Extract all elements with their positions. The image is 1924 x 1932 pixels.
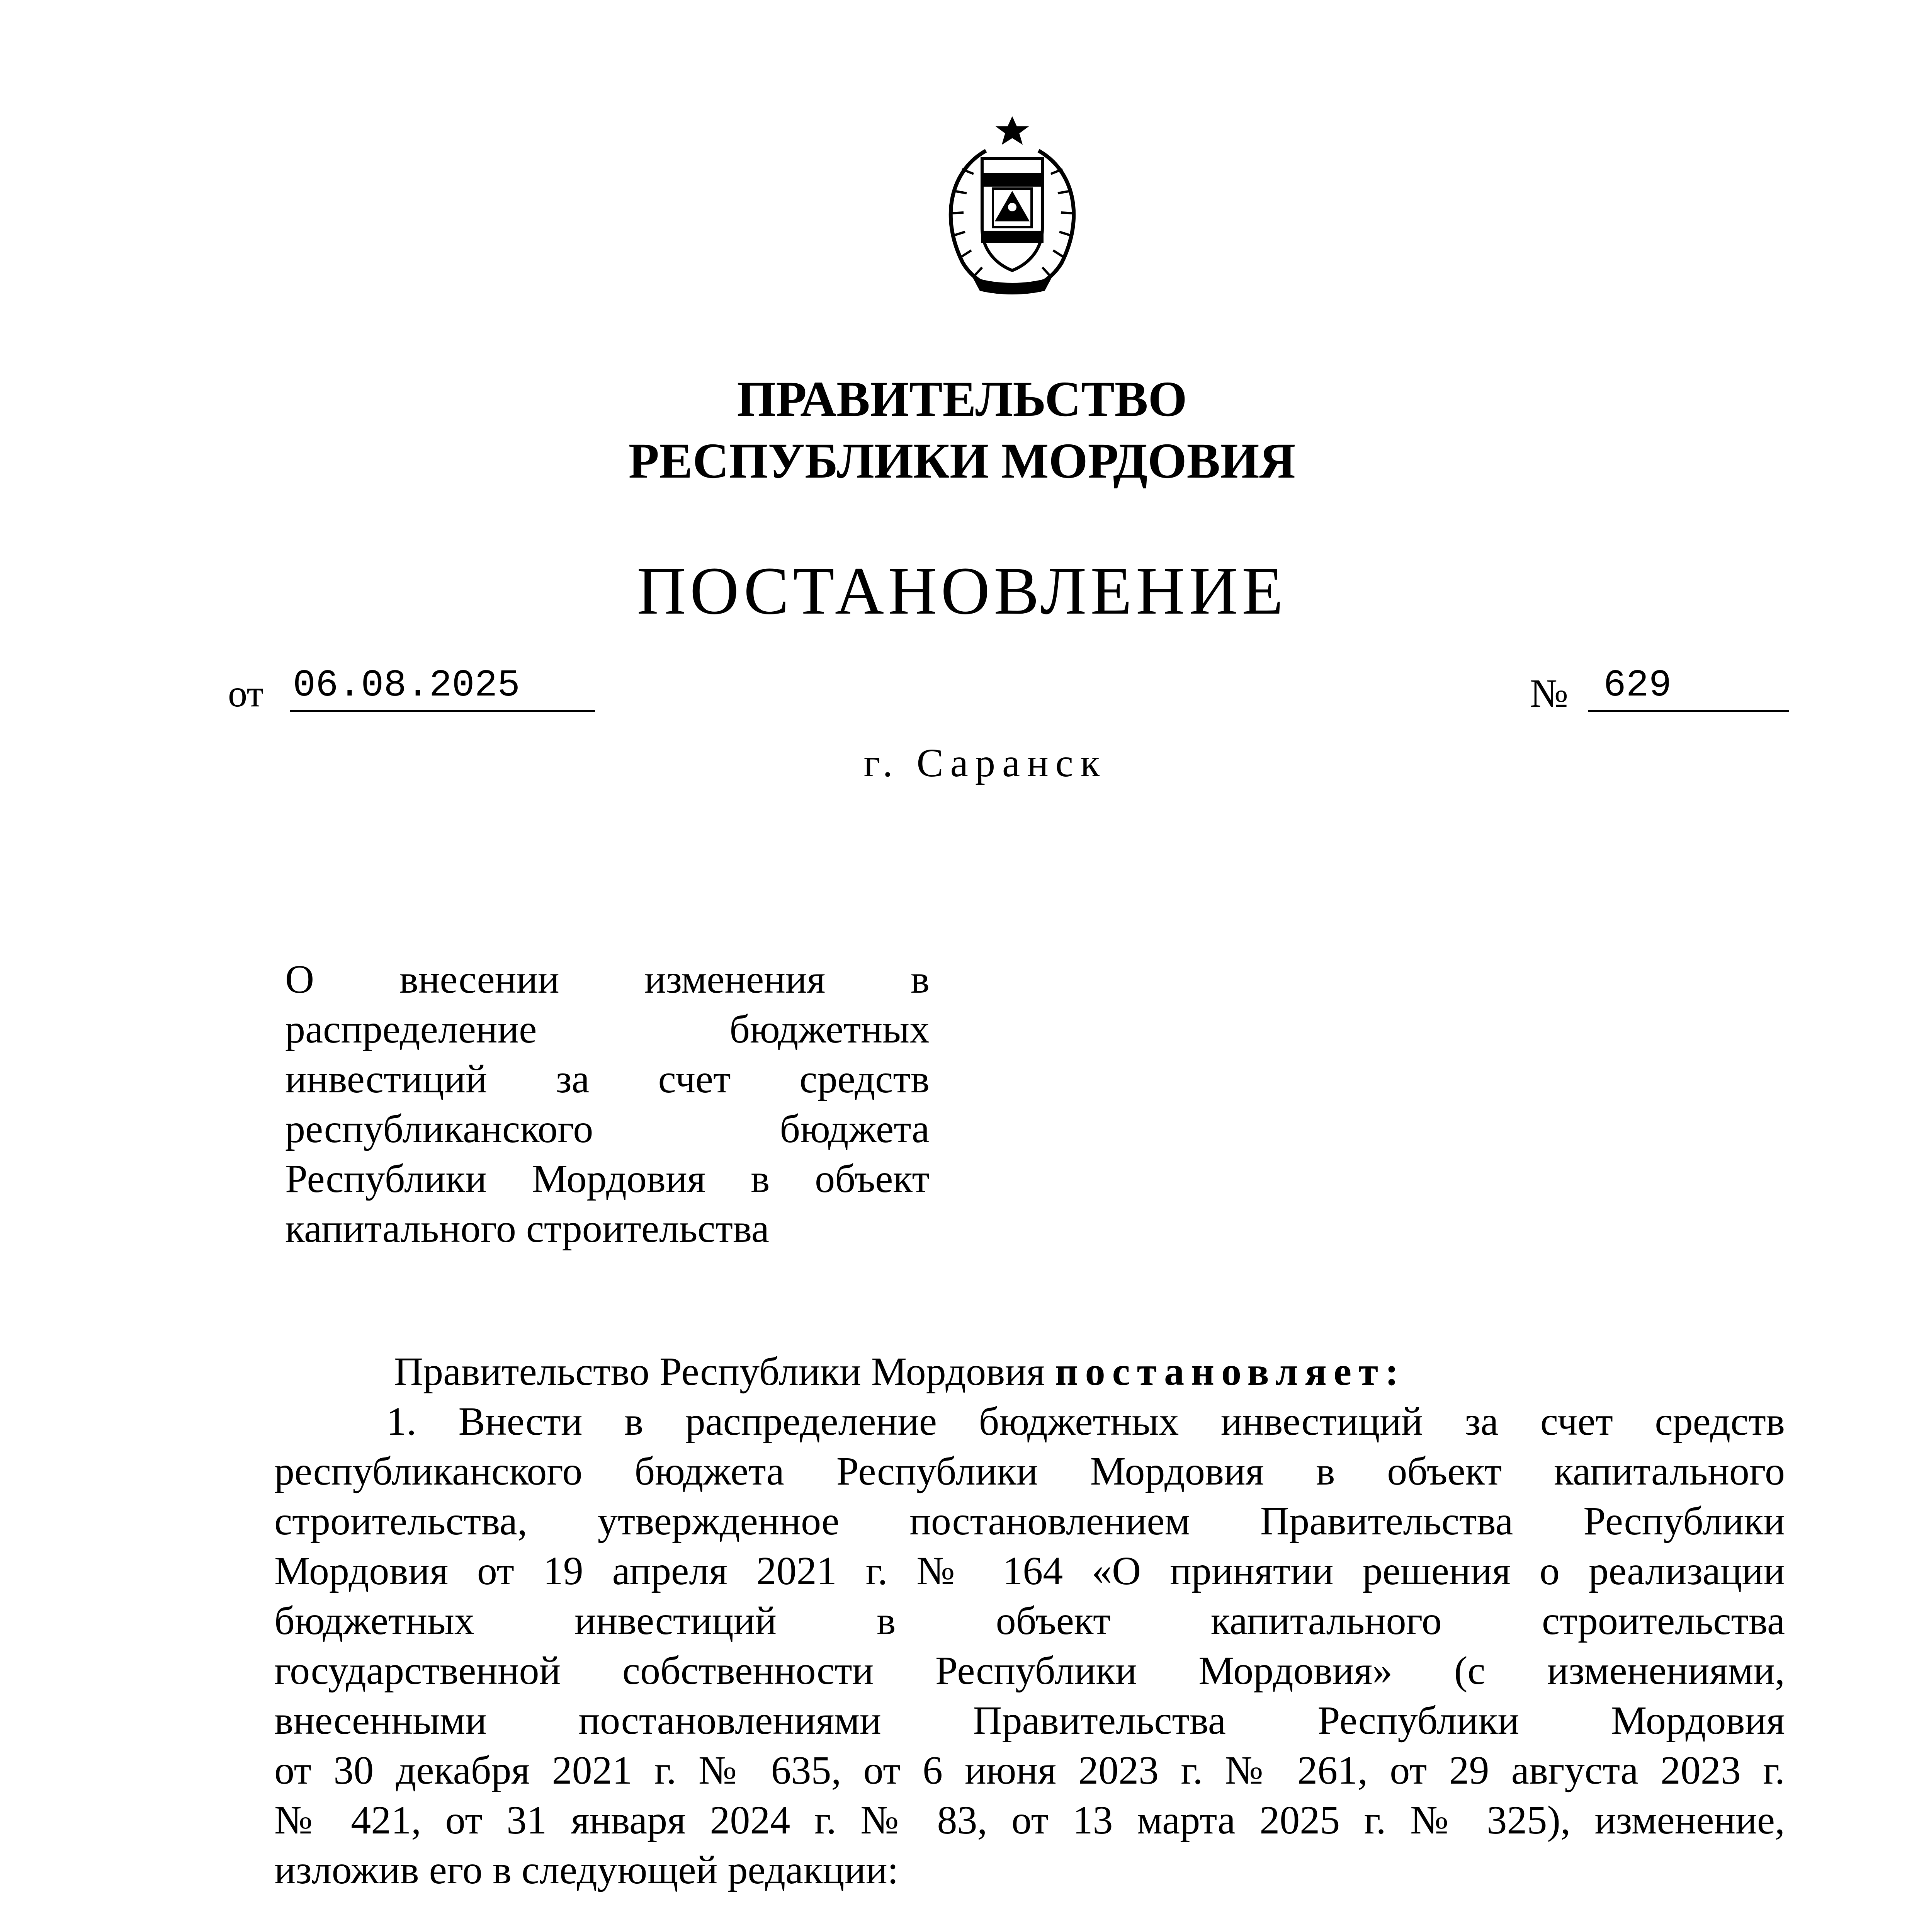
preamble xyxy=(274,1347,1785,1396)
title-line: Республики Мордовия в объект xyxy=(285,1156,930,1201)
title-line: распределение бюджетных xyxy=(285,1007,930,1051)
title-line: капитального строительства xyxy=(285,1206,769,1251)
org-name-line1: ПРАВИТЕЛЬСТВО xyxy=(737,371,1187,427)
body-line: от 30 декабря 2021 г. № 635, от 6 июня 2023 г. № 261, от 29 августа 2023 г. xyxy=(274,1748,1785,1793)
number-prefix: № xyxy=(1530,671,1569,716)
document-date: 06.08.2025 xyxy=(290,665,595,712)
body-line: бюджетных инвестиций в объект капитального строительства xyxy=(274,1599,1785,1643)
title-line: республиканского бюджета xyxy=(285,1107,930,1151)
document-type: ПОСТАНОВЛЕНИЕ xyxy=(637,553,1287,629)
body-line: изложив его в следующей редакции: xyxy=(274,1848,899,1892)
title-line: инвестиций за счет средств xyxy=(285,1057,930,1101)
document-body xyxy=(274,1347,1785,1895)
document-title xyxy=(285,954,930,1253)
republic-coat-of-arms xyxy=(928,116,1096,298)
preamble-text: Правительство Республики Мордовия xyxy=(394,1349,1055,1394)
body-line: № 421, от 31 января 2024 г. № 83, от 13 марта 2025 г. № 325), изменение, xyxy=(274,1798,1785,1842)
body-line: 1. Внести в распределение бюджетных инвестиций за счет средств xyxy=(386,1399,1785,1444)
document-number: 629 xyxy=(1588,665,1789,712)
title-line: О внесении изменения в xyxy=(285,957,930,1002)
org-name-line2: РЕСПУБЛИКИ МОРДОВИЯ xyxy=(628,433,1296,489)
body-line: внесенными постановлениями Правительства Республики Мордовия xyxy=(274,1698,1785,1743)
preamble-emphasis: постановляет: xyxy=(1055,1349,1406,1394)
coat-of-arms-icon xyxy=(928,116,1096,298)
body-line: Мордовия от 19 апреля 2021 г. № 164 «О принятии решения о реализации xyxy=(274,1549,1785,1593)
body-line: строительства, утвержденное постановлением Правительства Республики xyxy=(274,1499,1785,1543)
body-line: государственной собственности Республики Мордовия» (с изменениями, xyxy=(274,1648,1785,1693)
body-line: республиканского бюджета Республики Мордовия в объект капитального xyxy=(274,1449,1785,1493)
city: г. Саранск xyxy=(863,741,1107,785)
date-prefix: от xyxy=(228,672,264,715)
